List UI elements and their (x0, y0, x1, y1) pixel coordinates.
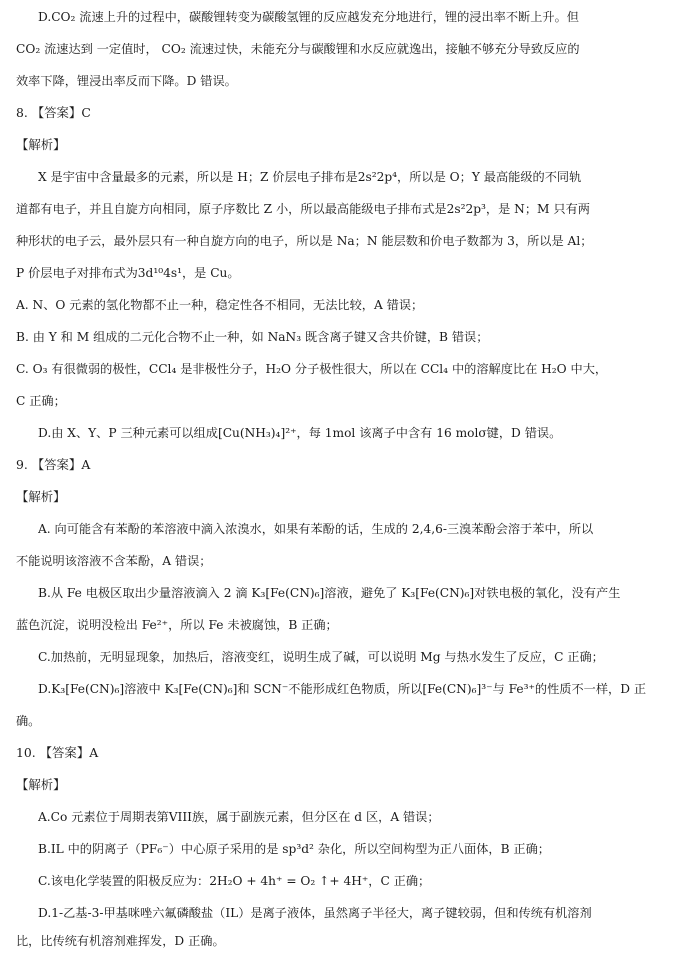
analysis-heading: 【解析】 (16, 137, 66, 152)
analysis-heading: 【解析】 (16, 777, 66, 792)
option-a: A. 向可能含有苯酚的苯溶液中滴入浓溴水，如果有苯酚的话，生成的 2,4,6-三溴苯酚会溶于苯中，所以 (38, 522, 594, 536)
text-line: CO₂ 流速达到 一定值时， CO₂ 流速过快，未能充分与碳酸锂和水反应就逸出，接触不够充分导致反应的 (16, 42, 580, 56)
option-d: D.1-乙基-3-甲基咪唑六氟磷酸盐（IL）是离子液体，虽然离子半径大，离子键较弱，但和传统有机溶剂 (38, 906, 592, 920)
text-line: 种形状的电子云，最外层只有一种自旋方向的电子，所以是 Na；N 能层数和价电子数都为 3，所以是 Al； (16, 234, 593, 248)
text-line: 道都有电子，并且自旋方向相同，原子序数比 Z 小，所以最高能级电子排布式是2s²2p³，是 N；M 只有两 (16, 202, 590, 216)
option-b: B.从 Fe 电极区取出少量溶液滴入 2 滴 K₃[Fe(CN)₆]溶液，避免了 K₃[Fe(CN)₆]对铁电极的氧化，没有产生 (38, 586, 621, 600)
text-line: D.CO₂ 流速上升的过程中，碳酸锂转变为碳酸氢锂的反应越发充分地进行，锂的浸出率不断上升。但 (38, 10, 579, 24)
text-line: C 正确； (16, 394, 66, 408)
analysis-heading: 【解析】 (16, 489, 66, 504)
text-line: 确。 (16, 714, 41, 728)
answer-heading-9: 9. 【答案】A (16, 457, 91, 472)
option-c: C.该电化学装置的阳极反应为：2H₂O + 4h⁺ = O₂ ↑+ 4H⁺，C 正确； (38, 874, 431, 888)
answer-heading-10: 10. 【答案】A (16, 745, 99, 760)
option-b: B. 由 Y 和 M 组成的二元化合物不止一种，如 NaN₃ 既含离子键又含共价键，B 错误； (16, 330, 489, 344)
text-line: 比，比传统有机溶剂难挥发，D 正确。 (16, 934, 225, 948)
option-d: D.K₃[Fe(CN)₆]溶液中 K₃[Fe(CN)₆]和 SCN⁻不能形成红色物质，所以[Fe(CN)₆]³⁻与 Fe³⁺的性质不一样，D 正 (38, 682, 647, 696)
option-c: C.加热前，无明显现象，加热后，溶液变红，说明生成了碱，可以说明 Mg 与热水发生了反应，C 正确； (38, 650, 604, 664)
option-a: A. N、O 元素的氢化物都不止一种，稳定性各不相同，无法比较，A 错误； (16, 298, 424, 312)
option-a: A.Co 元素位于周期表第VIII族，属于副族元素，但分区在 d 区，A 错误； (38, 810, 440, 824)
answer-heading-8: 8. 【答案】C (16, 105, 91, 120)
option-c: C. O₃ 有很微弱的极性，CCl₄ 是非极性分子，H₂O 分子极性很大，所以在 CCl₄ 中的溶解度比在 H₂O 中大， (16, 362, 608, 376)
option-d: D.由 X、Y、P 三种元素可以组成[Cu(NH₃)₄]²⁺，每 1mol 该离子中含有 16 molσ键，D 错误。 (38, 426, 562, 440)
text-line: 不能说明该溶液不含苯酚，A 错误； (16, 554, 212, 568)
option-b: B.IL 中的阴离子（PF₆⁻）中心原子采用的是 sp³d² 杂化，所以空间构型为正八面体，B 正确； (38, 842, 550, 856)
text-line: 效率下降，锂浸出率反而下降。D 错误。 (16, 74, 237, 88)
text-line: X 是宇宙中含量最多的元素，所以是 H；Z 价层电子排布是2s²2p⁴，所以是 O；Y 最高能级的不同轨 (38, 170, 582, 184)
text-line: 蓝色沉淀，说明没检出 Fe²⁺，所以 Fe 未被腐蚀，B 正确； (16, 618, 338, 632)
text-line: P 价层电子对排布式为3d¹⁰4s¹，是 Cu。 (16, 266, 240, 280)
